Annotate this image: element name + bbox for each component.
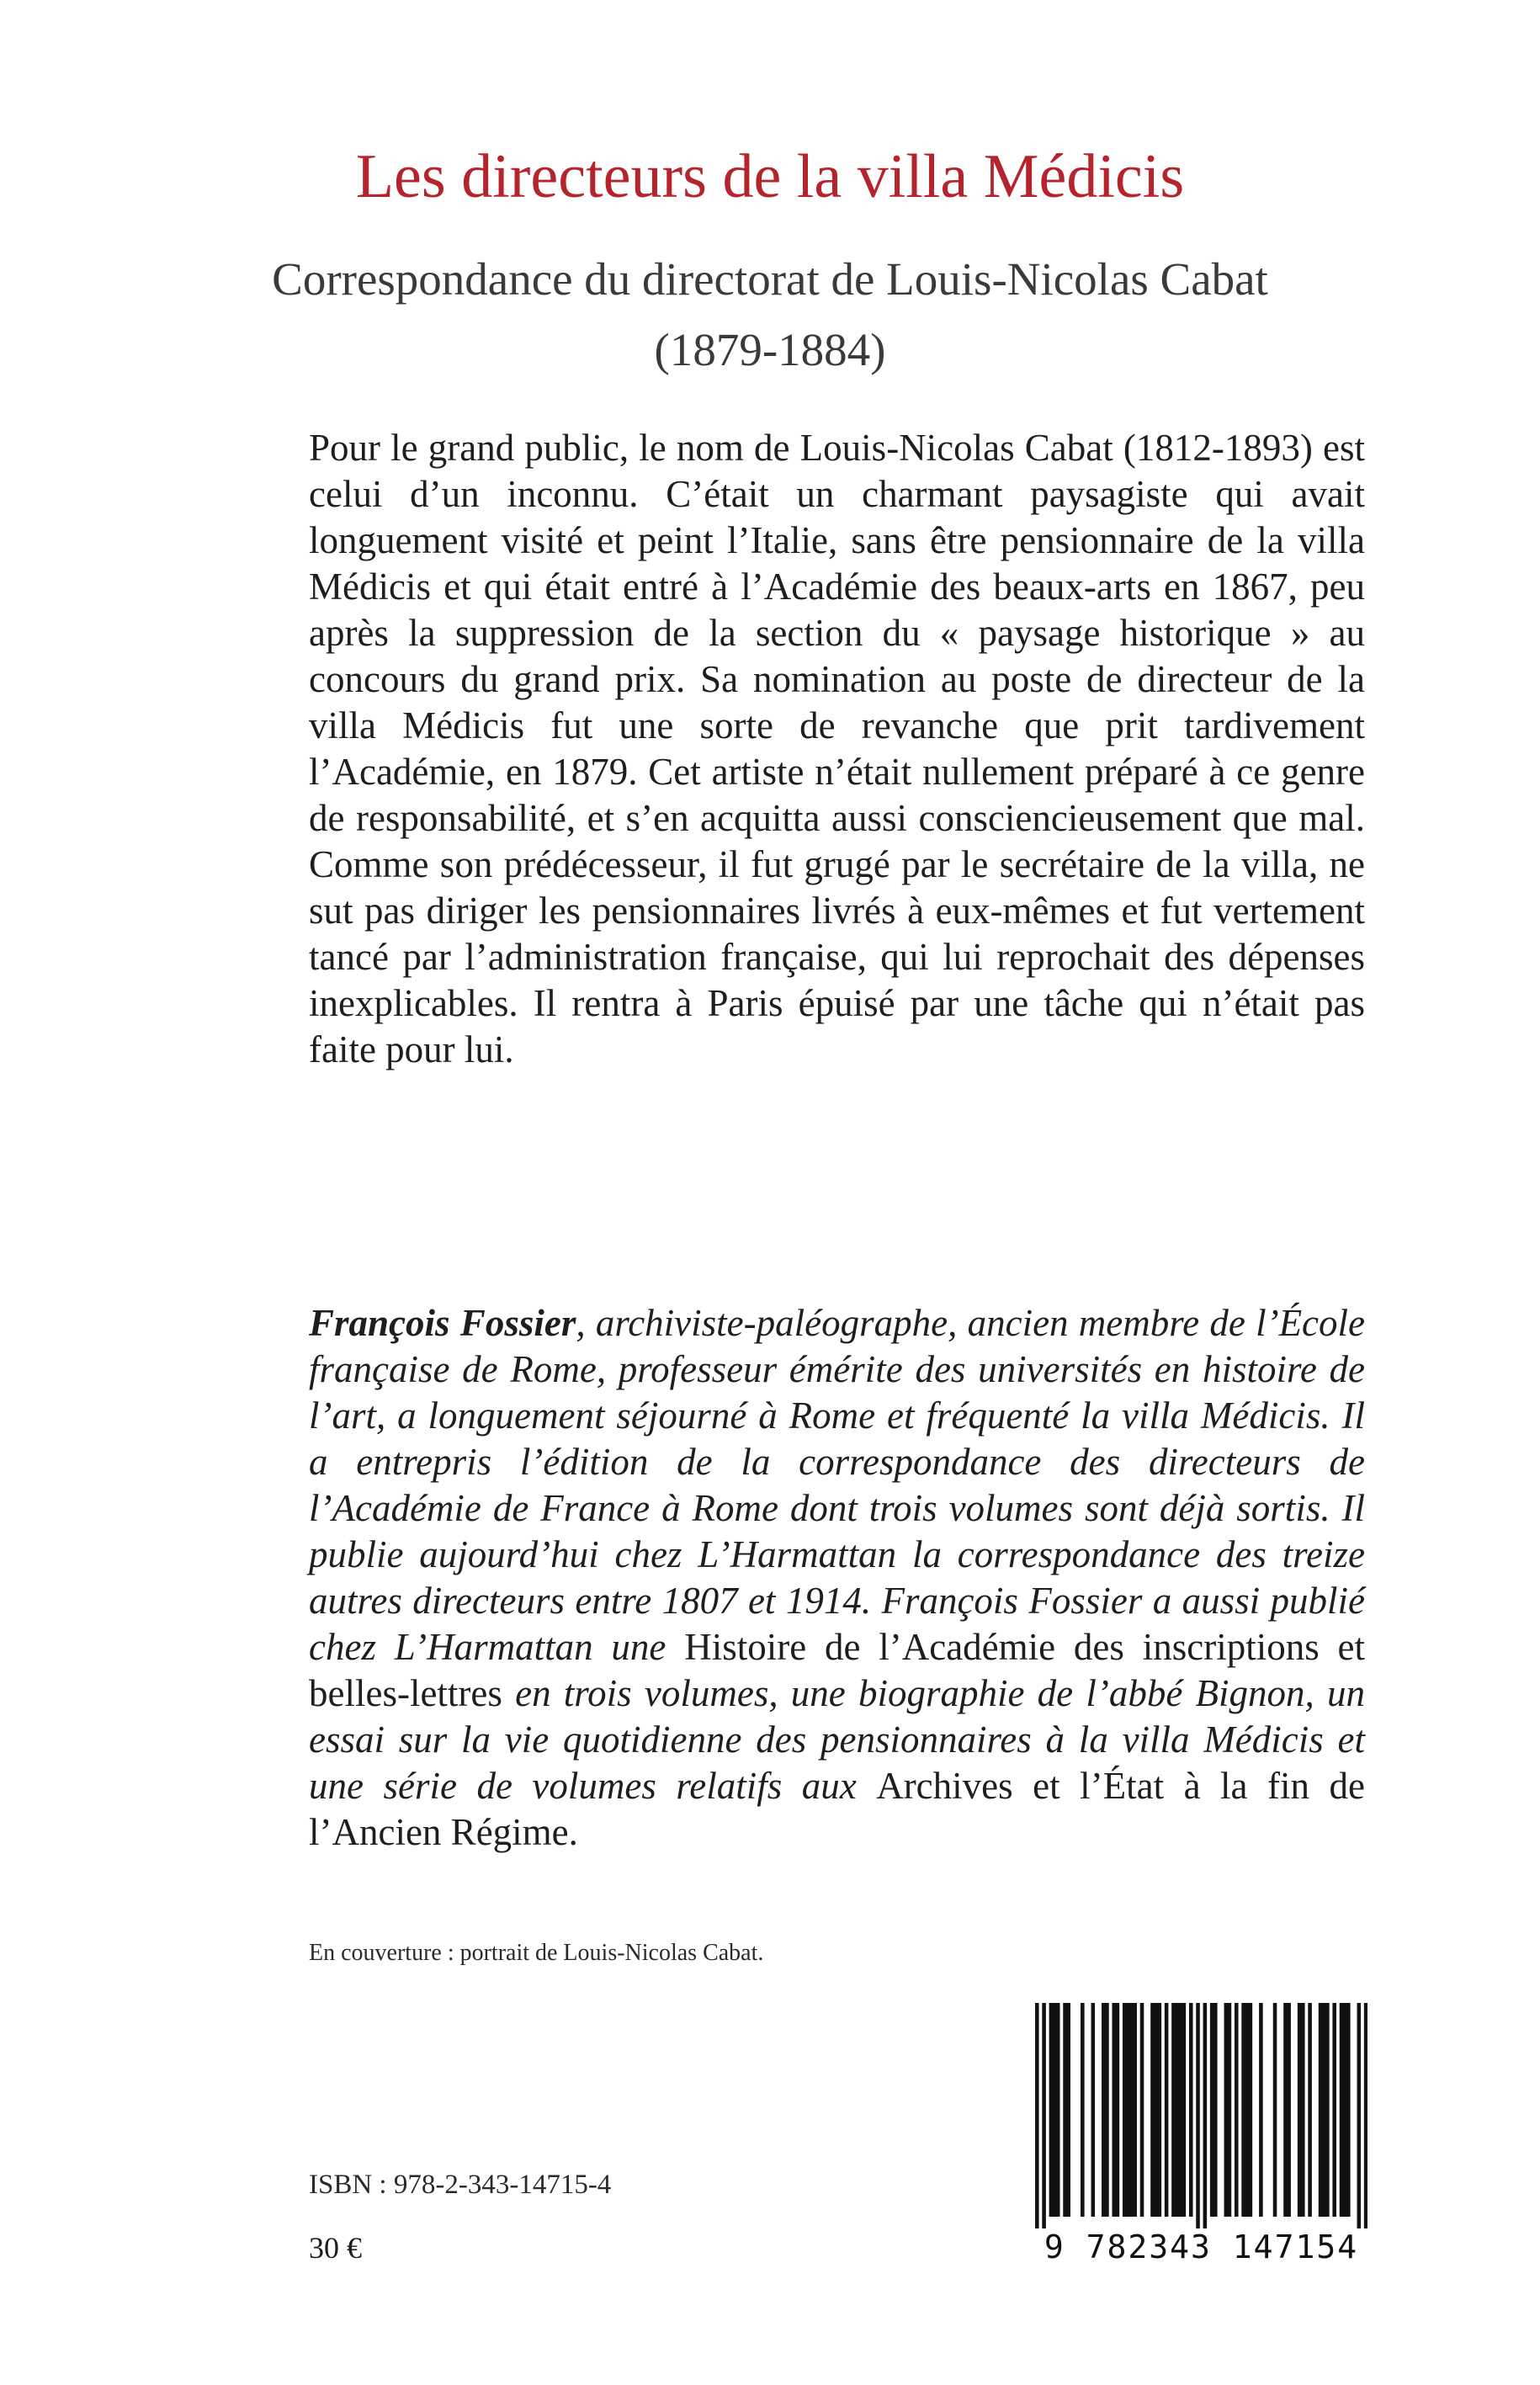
barcode-bar: [1283, 2003, 1288, 2217]
barcode-bar: [1259, 2003, 1263, 2217]
barcode-bar: [1308, 2003, 1312, 2217]
barcode-bar: [1298, 2003, 1302, 2217]
barcode-digits: 9 782343 147154: [1035, 2228, 1367, 2265]
book-subtitle: [0, 244, 1540, 385]
price-label: 30 €: [309, 2231, 362, 2265]
barcode-bar: [1210, 2003, 1214, 2217]
summary-paragraph: Pour le grand public, le nom de Louis-Nicolas Cabat (1812-1893) est celui d’un inconnu. C’était un charmant paysagiste qui avait longuement visité et peint l’Italie, sans être pensionnaire de la villa Médicis et qui était entré à l’Académie des beaux-arts en 1867, peu après la suppression de la section du « paysage historique » au concours du grand prix. Sa nomination au poste de directeur de la villa Médicis fut une sorte de revanche que prit tardivement l’Académie, en 1879. Cet artiste n’était nullement préparé à ce genre de responsabilité, et s’en acquitta aussi consciencieusement que mal. Comme son prédécesseur, il fut grugé par le secrétaire de la villa, ne sut pas diriger les pensionnaires livrés à eux-mêmes et fut vertement tancé par l’administration française, qui lui reprochait des dépenses inexplicables. Il rentra à Paris épuisé par une tâche qui n’était pas faite pour lui.: [309, 427, 1365, 1070]
barcode-bar: [1035, 2003, 1039, 2230]
barcode-bar: [1228, 2003, 1232, 2217]
barcode-bar: [1301, 2003, 1305, 2217]
barcode-bar: [1116, 2003, 1120, 2217]
barcode-bar: [1042, 2003, 1046, 2230]
barcode-bar: [1133, 2003, 1137, 2217]
barcode-bar: [1123, 2003, 1127, 2217]
barcode: [1035, 2003, 1367, 2268]
bio-book-title-1: Histoire de l’Académie des inscriptions et belles-lettres: [309, 1626, 1365, 1714]
barcode-bar: [1066, 2003, 1070, 2217]
barcode-bar: [1175, 2003, 1179, 2217]
barcode-bar: [1340, 2003, 1344, 2217]
barcode-bar: [1287, 2003, 1291, 2217]
barcode-bar: [1171, 2003, 1176, 2217]
author-bio-paragraph: [309, 1300, 1365, 1856]
cover-caption: En couverture : portrait de Louis-Nicolas Cabat.: [309, 1940, 764, 1966]
barcode-bar: [1140, 2003, 1144, 2217]
barcode-bar: [1126, 2003, 1130, 2217]
barcode-bar: [1196, 2003, 1200, 2230]
barcode-bar: [1319, 2003, 1323, 2217]
barcode-bar: [1213, 2003, 1218, 2217]
barcode-bar: [1049, 2003, 1054, 2217]
subtitle-line-1: Correspondance du directorat de Louis-Nicolas Cabat: [272, 253, 1268, 305]
author-name: François Fossier: [309, 1302, 576, 1344]
barcode-bar: [1346, 2003, 1351, 2217]
barcode-bar: [1056, 2003, 1060, 2217]
barcode-bar: [1154, 2003, 1158, 2217]
bio-book-title-2: Archives et l’État à la fin de l’Ancien Régime: [309, 1765, 1365, 1853]
barcode-bar: [1364, 2003, 1367, 2230]
barcode-bar: [1245, 2003, 1249, 2217]
book-title: Les directeurs de la villa Médicis: [355, 142, 1185, 211]
barcode-bar: [1343, 2003, 1347, 2217]
barcode-bar: [1235, 2003, 1239, 2217]
barcode-bar: [1081, 2003, 1085, 2217]
barcode-bar: [1273, 2003, 1277, 2217]
barcode-bar: [1053, 2003, 1057, 2217]
barcode-bars: [1035, 2003, 1367, 2230]
barcode-bar: [1224, 2003, 1229, 2217]
barcode-bar: [1241, 2003, 1245, 2217]
barcode-bar: [1357, 2003, 1362, 2230]
bio-text-1: , archiviste-paléographe, ancien membre de l’École française de Rome, professeur émérite des universités en histoire de l’art, a longuement séjourné à Rome et fréquenté la villa Médicis. Il a entrepris l’édition de la correspondance des directeurs de l’Académie de France à Rome dont trois volumes sont déjà sortis. Il publie aujourd’hui chez L’Harmattan la correspondance des treize autres directeurs entre 1807 et 1914. François Fossier a aussi publié chez L’Harmattan une: [309, 1302, 1366, 1668]
barcode-bar: [1165, 2003, 1169, 2217]
barcode-bar: [1112, 2003, 1116, 2217]
barcode-bar: [1150, 2003, 1155, 2217]
barcode-bar: [1332, 2003, 1336, 2217]
barcode-bar: [1178, 2003, 1182, 2217]
bio-text-3: .: [568, 1811, 578, 1853]
barcode-bar: [1129, 2003, 1134, 2217]
subtitle-line-2: (1879-1884): [654, 324, 886, 375]
barcode-bar: [1189, 2003, 1193, 2217]
isbn-label: ISBN : 978-2-343-14715-4: [309, 2170, 612, 2200]
barcode-bar: [1105, 2003, 1109, 2217]
barcode-bar: [1102, 2003, 1106, 2217]
barcode-bar: [1249, 2003, 1253, 2217]
bio-text-2: en trois volumes, une biographie de l’abbé Bignon, un essai sur la vie quotidienne des pensionnaires à la villa Médicis et une série de volumes relatifs aux: [309, 1672, 1365, 1807]
barcode-bar: [1091, 2003, 1096, 2217]
barcode-bar: [1182, 2003, 1187, 2217]
barcode-bar: [1158, 2003, 1162, 2217]
barcode-bar: [1063, 2003, 1067, 2217]
barcode-bar: [1322, 2003, 1326, 2217]
barcode-bar: [1203, 2003, 1208, 2230]
barcode-bar: [1325, 2003, 1330, 2217]
